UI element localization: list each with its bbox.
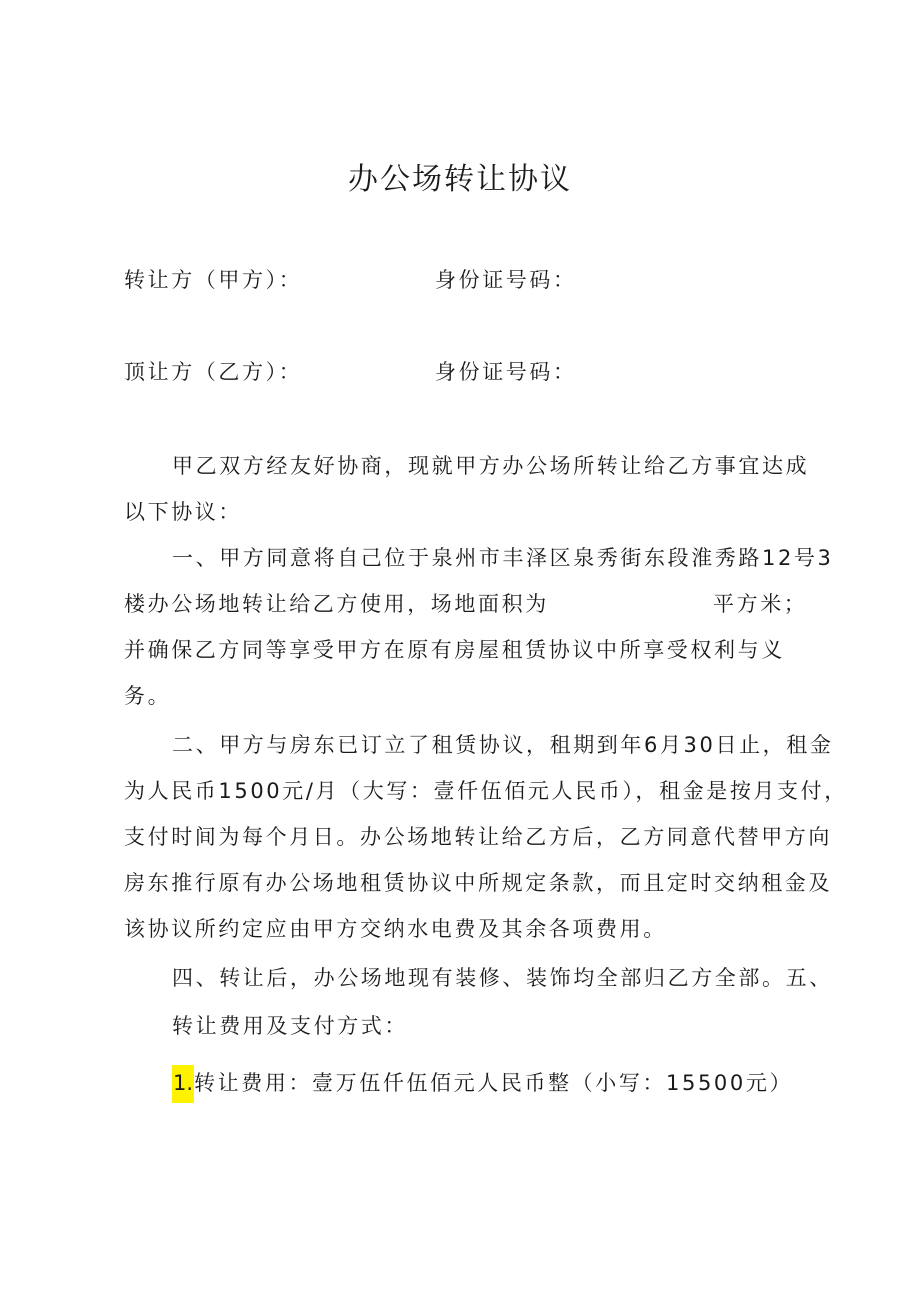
fee-item-number: 1.: [172, 1065, 194, 1103]
transferor-label: 转让方（甲方）：: [124, 268, 303, 292]
clause-1-area-unit: 平方米；: [713, 592, 808, 616]
fee-item-text: 转让费用：壹万伍仟伍佰元人民币整（小写：15500元）: [194, 1071, 794, 1095]
transferor-id-label: 身份证号码：: [435, 268, 577, 292]
transferee-label: 顶让方（乙方）：: [124, 360, 303, 384]
document-title: 办公场转让协议: [348, 162, 572, 197]
transferee-id-label: 身份证号码：: [435, 360, 577, 384]
clause-1-line-3: 并确保乙方同等享受甲方在原有房屋租赁协议中所享受权利与义: [124, 638, 785, 662]
intro-line-2: 以下协议：: [124, 500, 242, 524]
clause-2-line-2: 为人民币1500元/月（大写：壹仟伍佰元人民币），租金是按月支付，: [124, 779, 848, 803]
clause-2-line-4: 房东推行原有办公场地租赁协议中所规定条款，而且定时交纳租金及: [124, 871, 832, 895]
clause-2-line-1: 二、甲方与房东已订立了租赁协议，租期到年6月30日止，租金: [172, 733, 834, 757]
clause-4-line-2: 转让费用及支付方式：: [172, 1014, 408, 1038]
intro-line-1: 甲乙双方经友好协商，现就甲方办公场所转让给乙方事宜达成: [172, 454, 810, 478]
fee-item: [172, 1068, 793, 1098]
clause-4-line-1: 四、转让后，办公场地现有装修、装饰均全部归乙方全部。五、: [172, 966, 833, 990]
clause-2-line-3: 支付时间为每个月日。办公场地转让给乙方后，乙方同意代替甲方向: [124, 825, 832, 849]
clause-1-line-4: 务。: [124, 684, 172, 708]
clause-2-line-5: 该协议所约定应由甲方交纳水电费及其余各项费用。: [124, 917, 667, 941]
clause-1-line-1: 一、甲方同意将自己位于泉州市丰泽区泉秀街东段淮秀路12号3: [172, 546, 834, 570]
clause-1-line-2: 楼办公场地转让给乙方使用，场地面积为: [124, 592, 549, 616]
